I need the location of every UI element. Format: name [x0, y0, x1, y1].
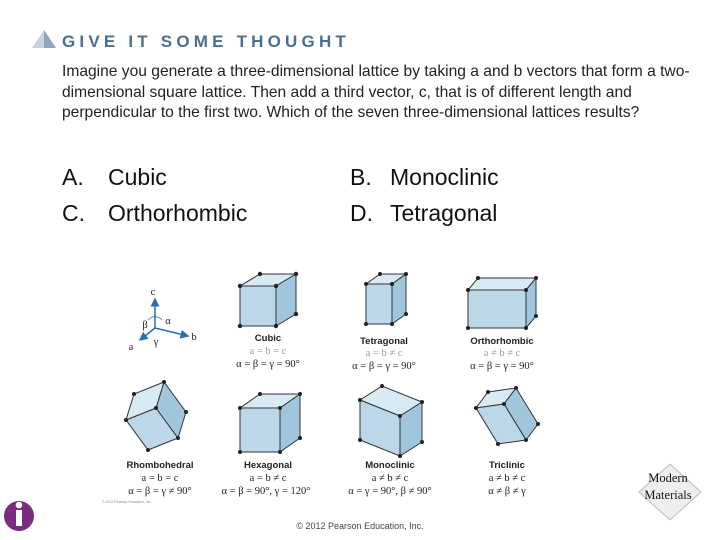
axis-b-label: b	[191, 332, 197, 343]
answer-b-key: B.	[350, 164, 372, 190]
header-triangle-icon	[30, 28, 58, 50]
orthorhombic-name: Orthorhombic	[470, 336, 534, 347]
cubic-cell	[236, 272, 300, 370]
axis-a-label: a	[128, 342, 134, 353]
lattice-figure	[100, 262, 560, 512]
answer-a-key: A.	[62, 164, 84, 190]
monoclinic-name: Monoclinic	[365, 460, 415, 471]
hexagonal-angles: α = β = 90°, γ = 120°	[221, 486, 311, 497]
rhombohedral-cell	[102, 380, 194, 504]
answer-c-key: C.	[62, 200, 85, 226]
answer-c-text: Orthorhombic	[108, 200, 248, 226]
hexagonal-edges: a = b ≠ c	[249, 473, 287, 484]
answer-a[interactable]	[62, 164, 167, 191]
orthorhombic-cell	[466, 276, 538, 372]
tetragonal-edges: a = b ≠ c	[365, 348, 403, 359]
orthorhombic-edges: a ≠ b ≠ c	[483, 348, 521, 359]
answer-d-text: Tetragonal	[390, 200, 498, 226]
axis-c-label: c	[150, 287, 156, 298]
triclinic-cell	[474, 386, 540, 497]
cubic-edges: a = b = c	[249, 346, 287, 357]
triclinic-angles: α ≠ β ≠ γ	[488, 486, 526, 497]
chapter-title: Modern Materials	[644, 471, 692, 502]
answer-a-text: Cubic	[108, 164, 167, 190]
axis-beta-label: β	[142, 320, 148, 331]
axis-alpha-label: α	[165, 316, 171, 327]
answer-b[interactable]	[350, 164, 499, 191]
triclinic-name: Triclinic	[489, 460, 525, 471]
axis-diagram	[129, 287, 197, 353]
tetragonal-cell	[352, 272, 416, 372]
answer-d-key: D.	[350, 200, 373, 226]
rhombohedral-name: Rhombohedral	[126, 460, 194, 471]
monoclinic-edges: a ≠ b ≠ c	[371, 473, 409, 484]
answer-d[interactable]	[350, 200, 497, 227]
cubic-name: Cubic	[254, 333, 282, 344]
rhombohedral-edges: a = b = c	[141, 473, 179, 484]
fine-print: © 2012 Pearson Education, Inc.	[102, 500, 152, 504]
question-text: Imagine you generate a three-dimensional lattice by taking a and b vectors that form a two-dimensional square lattice. Then add a third vector, c, that is of different length and perpendicular to the first two. Which of the seven three-dimensional lattices results?	[62, 63, 690, 121]
tetragonal-name: Tetragonal	[360, 336, 408, 347]
triclinic-edges: a ≠ b ≠ c	[488, 473, 526, 484]
rhombohedral-angles: α = β = γ ≠ 90°	[128, 486, 192, 497]
axis-gamma-label: γ	[153, 337, 159, 348]
orthorhombic-angles: α = β = γ = 90°	[470, 361, 534, 372]
cubic-angles: α = β = γ = 90°	[236, 359, 300, 370]
section-title: GIVE IT SOME THOUGHT	[62, 32, 351, 51]
monoclinic-cell	[348, 384, 432, 497]
pearson-logo-icon	[2, 496, 36, 536]
answer-c[interactable]	[62, 200, 247, 227]
monoclinic-angles: α = γ = 90°, β ≠ 90°	[348, 486, 432, 497]
hexagonal-name: Hexagonal	[243, 460, 293, 471]
answer-b-text: Monoclinic	[390, 164, 499, 190]
copyright-text: © 2012 Pearson Education, Inc.	[296, 521, 424, 531]
tetragonal-angles: α = β = γ = 90°	[352, 361, 416, 372]
hexagonal-cell	[222, 392, 311, 497]
